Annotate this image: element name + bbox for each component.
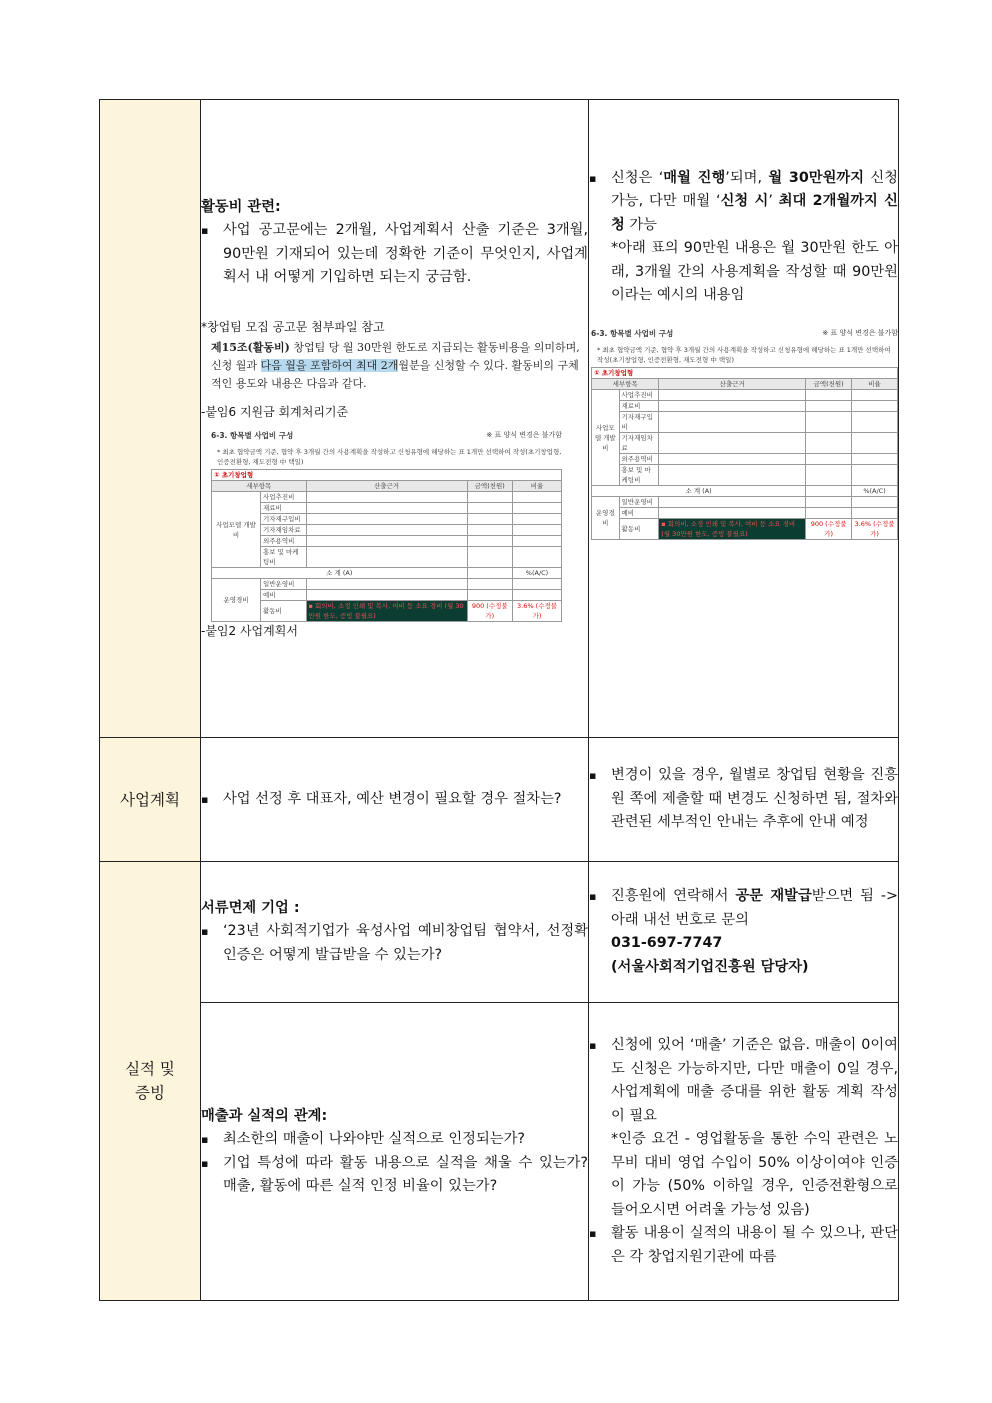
bullet-item: ▪ 사업 선정 후 대표자, 예산 변경이 필요할 경우 절차는?: [201, 788, 588, 812]
clause-title: 제15조(활동비): [211, 340, 290, 354]
mini-header: 세부항목: [212, 481, 307, 492]
mini-group: 운영경비: [212, 579, 261, 622]
table-row: [100, 1003, 899, 1301]
mini-subtotal: 소 계 (A): [592, 486, 806, 497]
bullet-item: ▪ 최소한의 매출이 나와야만 실적으로 인정되는가?: [201, 1128, 588, 1152]
mini-item: 예비: [619, 508, 659, 519]
mini-header: 비율: [852, 379, 898, 390]
bullet-item: ▪ 사업 공고문에는 2개월, 사업계획서 산출 기준은 3개월, 90만원 기재되어 있는데 정확한 기준이 무엇인지, 사업계획서 내 어떻게 기입하면 되는지 궁금함.: [201, 219, 588, 290]
answer-cell: [589, 100, 899, 738]
question-cell: [201, 100, 589, 738]
mini-item: 기자재임차료: [261, 525, 307, 536]
mini-item: 기자재구입비: [619, 412, 659, 433]
answer-text: 진흥원에 연락해서: [611, 888, 736, 904]
clause-text: 창업팀 당 월 30만원 한도로 지급되는 활동비용을 의미하며, 신청 월과: [211, 340, 580, 372]
category-cell: 실적 및 증빙: [100, 862, 201, 1301]
answer-bullet: ▪ 변경이 있을 경우, 월별로 창업팀 현황을 진흥원 쪽에 제출할 때 변경도 신청하면 됨, 절차와 관련된 세부적인 안내는 추후에 안내 예정: [589, 764, 898, 835]
mini-activity-amount: 900 (수정불가): [467, 601, 513, 622]
mini-header: 산출근거: [306, 481, 467, 492]
question-cell: [201, 862, 589, 1003]
mini-ratio: %(A/C): [513, 568, 562, 579]
qa-table: [99, 99, 899, 1301]
mini-desc: * 최초 협약금액 기준, 협약 후 3개월 간의 사용계획을 작성하고 신청유형에 해당하는 표 1개만 선택하여 작성(초기창업형, 인증전환형, 재도전형 中 택일): [597, 346, 891, 365]
answer-bold: 월 30만원까지: [768, 169, 865, 186]
mini-group: 사업모델 개발비: [212, 492, 261, 568]
mini-section: ① 초기창업형: [592, 368, 898, 379]
mini-item: 사업추진비: [261, 492, 307, 503]
mini-item: 기자재임차료: [619, 433, 659, 454]
mini-header: 금액(천원): [806, 379, 852, 390]
answer-text: 신청은 ‘: [611, 169, 664, 186]
mini-group: 사업모델 개발비: [592, 390, 620, 486]
mini-item: 기자재구입비: [261, 514, 307, 525]
answer-text: 신청 가능, 다만 매월 ‘: [611, 169, 898, 210]
answer-note: *인증 요건 - 영업활동을 통한 수익 관련은 노무비 대비 영업 수입이 50% 이상이여야 인증이 가능 (50% 이하일 경우, 인증전환형으로 들어오시면 어려울 가능성 있음): [611, 1131, 898, 1218]
clause-text: 월분을 신청할 수 있다. 활동비의 구체적인 용도와 내용은 다음과 같다.: [211, 358, 579, 390]
question-heading: 활동비 관련:: [201, 198, 281, 215]
mini-item: 외주용역비: [261, 536, 307, 547]
mini-item: 외주용역비: [619, 454, 659, 465]
budget-table-image: [211, 424, 562, 623]
mini-header: 산출근거: [659, 379, 806, 390]
table-row: [100, 862, 899, 1003]
mini-activity-amount: 900 (수정불가): [806, 519, 852, 540]
category-cell: [100, 100, 201, 738]
mini-note: ※ 표 양식 변경은 불가함: [822, 328, 898, 337]
mini-group: 운영경비: [592, 497, 620, 540]
mini-header: 비율: [513, 481, 562, 492]
mini-title: 6-3. 항목별 사업비 구성: [591, 328, 674, 338]
budget-table-image: [591, 322, 898, 541]
attachment-label: -붙임6 지원금 회계처리기준: [201, 404, 349, 419]
mini-item: 홍보 및 마케팅비: [261, 547, 307, 568]
answer-bold: 공문 재발급: [735, 888, 812, 904]
mini-item: 사업추진비: [619, 390, 659, 401]
answer-text: 받으면 됨 -> 아래 내선 번호로 문의: [611, 888, 898, 928]
mini-desc: * 최초 협약금액 기준, 협약 후 3개월 간의 사용계획을 작성하고 신청유형에 해당하는 표 1개만 선택하여 작성(초기창업형, 인증전환형, 재도전형 中 택일): [217, 448, 562, 467]
mini-section: ① 초기창업형: [212, 470, 562, 481]
bullet-item: ▪ 기업 특성에 따라 활동 내용으로 실적을 채울 수 있는가? 매출, 활동에 따른 실적 인정 비율이 있는가?: [201, 1152, 588, 1199]
mini-item: 활동비: [261, 601, 307, 622]
mini-activity-basis: ▪ 회의비, 소정 인쇄 및 복사, 여비 등 소요 경비 (월 30만원 한도, 증빙 불필요): [659, 519, 806, 540]
bullet-item: ▪ ‘23년 사회적기업가 육성사업 예비창업팀 협약서, 선정확인증은 어떻게 발급받을 수 있는가?: [201, 920, 588, 967]
mini-activity-basis: ▪ 회의비, 소정 인쇄 및 복사, 여비 등 소요 경비 (월 30만원 한도, 증빙 불필요): [306, 601, 467, 622]
mini-ratio: %(A/C): [852, 486, 898, 497]
question-heading: 매출과 실적의 관계:: [201, 1107, 328, 1124]
mini-note: ※ 표 양식 변경은 불가함: [486, 430, 562, 439]
mini-item: 활동비: [619, 519, 659, 540]
mini-header: 세부항목: [592, 379, 659, 390]
mini-item: 재료비: [261, 503, 307, 514]
answer-text: ’: [768, 193, 779, 210]
attachment-label: -붙임2 사업계획서: [201, 624, 298, 639]
answer-text: ’되며,: [725, 169, 769, 186]
mini-item: 일반운영비: [261, 579, 307, 590]
mini-item: 예비: [261, 590, 307, 601]
mini-subtotal: 소 계 (A): [212, 568, 468, 579]
contact-name: (서울사회적기업진흥원 담당자): [611, 958, 809, 975]
clause-excerpt: [211, 339, 588, 393]
mini-item: 재료비: [619, 401, 659, 412]
answer-note: *아래 표의 90만원 내용은 월 30만원 한도 아래, 3개월 간의 사용계획을 작성할 때 90만원이라는 예시의 내용임: [611, 240, 898, 304]
answer-bold: 최대 2개월까지 신청: [611, 193, 898, 233]
answer-bullet: [589, 885, 898, 932]
phone-number: 031-697-7747: [611, 935, 723, 951]
answer-bold: 신청 시: [720, 193, 769, 210]
mini-item: 홍보 및 마케팅비: [619, 465, 659, 486]
table-row: [100, 100, 899, 738]
mini-header: 금액(천원): [467, 481, 513, 492]
answer-bold: 매월 진행: [663, 169, 726, 186]
clause-highlight: 다음 월을 포함하여 최대 2개: [260, 358, 399, 372]
question-cell: [201, 738, 589, 862]
question-heading: 서류면제 기업 :: [201, 899, 300, 916]
mini-item: 일반운영비: [619, 497, 659, 508]
answer-cell: [589, 862, 899, 1003]
answer-text: 가능: [624, 216, 657, 233]
reference-note: *창업팀 모집 공고문 첨부파일 참고: [201, 319, 385, 334]
mini-activity-ratio: 3.6% (수정불가): [513, 601, 562, 622]
question-cell: [201, 1003, 589, 1301]
mini-activity-ratio: 3.6% (수정불가): [852, 519, 898, 540]
answer-bullet: [589, 167, 898, 238]
table-row: [100, 738, 899, 862]
category-cell: 사업계획: [100, 738, 201, 862]
answer-cell: [589, 1003, 899, 1301]
answer-cell: [589, 738, 899, 862]
answer-bullet: ▪ 신청에 있어 ‘매출’ 기준은 없음. 매출이 0이여도 신청은 가능하지만, 다만 매출이 0일 경우, 사업계획에 매출 증대를 위한 활동 계획 작성이 필요: [589, 1034, 898, 1128]
mini-title: 6-3. 항목별 사업비 구성: [211, 430, 294, 440]
answer-bullet: ▪ 활동 내용이 실적의 내용이 될 수 있으나, 판단은 각 창업지원기관에 따름: [589, 1222, 898, 1269]
